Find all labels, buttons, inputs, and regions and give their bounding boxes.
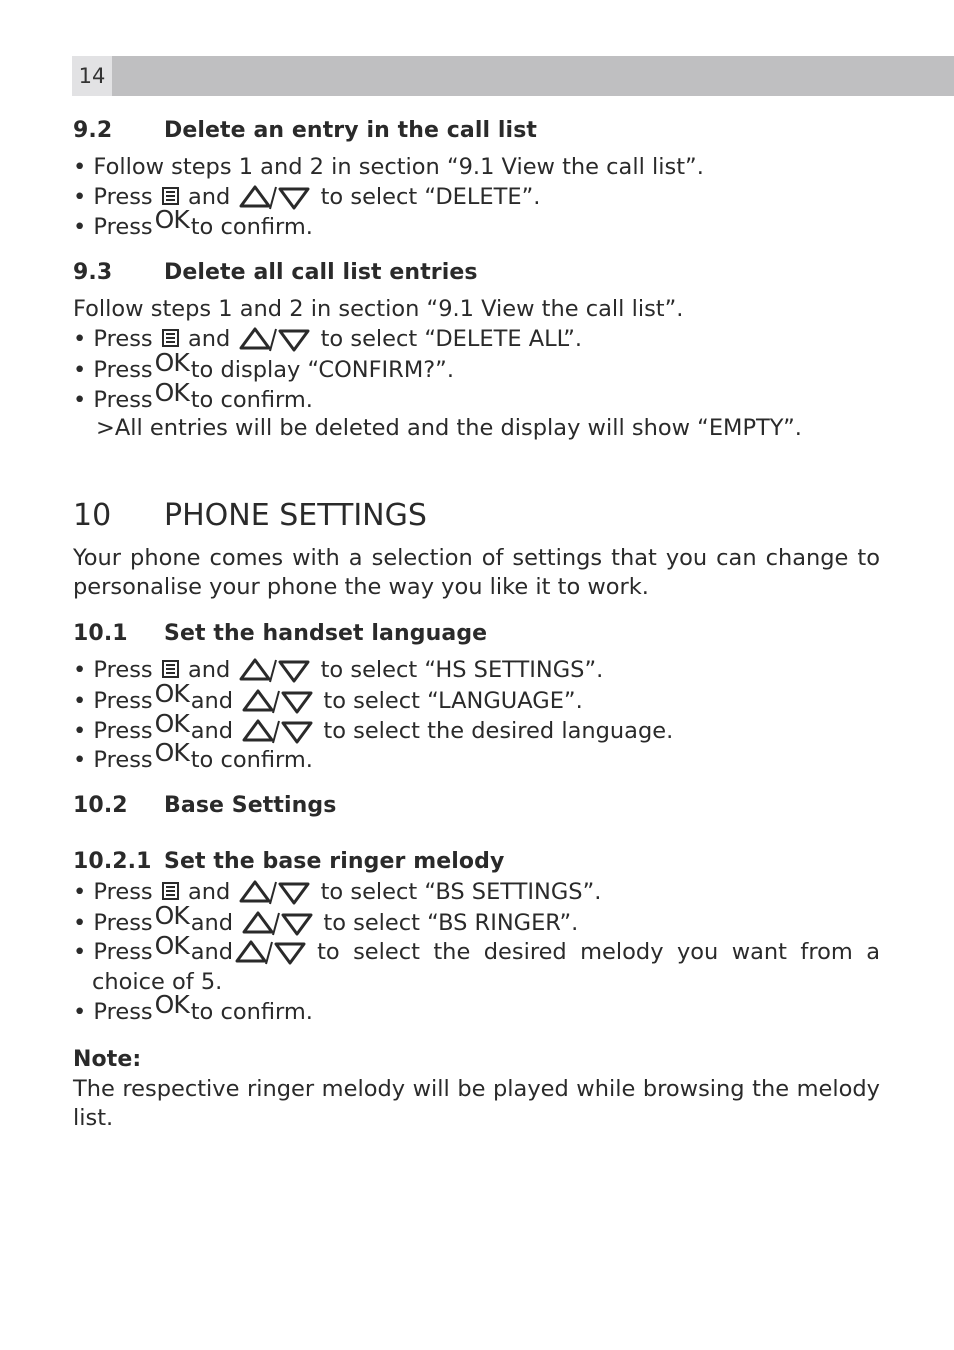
- step-text: • Press: [73, 879, 153, 905]
- heading-number: 10.1: [73, 621, 128, 646]
- heading-number: 9.3: [73, 260, 113, 285]
- step-line: [73, 205, 880, 242]
- intro-line: Follow steps 1 and 2 in section “9.1 View the call list”.: [73, 296, 684, 322]
- step-text: and: [187, 657, 231, 683]
- ok-key-icon: OK: [154, 931, 189, 960]
- step-text: and: [187, 879, 231, 905]
- heading-9-2: [73, 117, 880, 145]
- step-text: to confirm.: [190, 214, 313, 240]
- step-text: and: [187, 184, 231, 210]
- step-line: [73, 348, 880, 385]
- ok-key-icon: OK: [154, 205, 189, 234]
- ok-key-icon: OK: [154, 348, 189, 377]
- ok-key-icon: OK: [154, 990, 189, 1019]
- heading-9-3: [73, 259, 880, 287]
- heading-number: 10.2.1: [73, 849, 152, 874]
- step-continuation: choice of 5.: [92, 969, 223, 995]
- menu-key-icon: [162, 882, 179, 900]
- step-line: [73, 324, 880, 354]
- heading-title: PHONE SETTINGS: [164, 498, 427, 533]
- step-text: • Press: [73, 326, 153, 352]
- step-line: [73, 738, 880, 775]
- heading-number: 10: [73, 498, 112, 533]
- step-text: • Press: [73, 747, 153, 773]
- ok-key-icon: OK: [154, 738, 189, 767]
- step-text: to select “HS SETTINGS”.: [320, 657, 604, 683]
- step-text: to select “LANGUAGE”.: [323, 688, 583, 714]
- heading-title: Base Settings: [164, 793, 337, 818]
- up-down-navigation-keys-icon: [235, 937, 307, 967]
- step-text: to display “CONFIRM?”.: [190, 357, 454, 383]
- result-line: >All entries will be deleted and the display will show “EMPTY”.: [96, 415, 802, 441]
- step-line: [73, 931, 880, 997]
- step-text: and: [190, 910, 234, 936]
- step-line: [73, 877, 880, 907]
- heading-title: Set the handset language: [164, 621, 488, 646]
- step-text: and: [187, 326, 231, 352]
- heading-number: 9.2: [73, 118, 113, 143]
- up-down-navigation-keys-icon: [242, 686, 314, 716]
- ok-key-icon: OK: [154, 901, 189, 930]
- step-text: • Press: [73, 657, 153, 683]
- step-text: to select “DELETE ALL”.: [320, 326, 583, 352]
- step-line: [73, 990, 880, 1027]
- step-text: • Press: [73, 688, 153, 714]
- ok-key-icon: OK: [154, 679, 189, 708]
- note-text: The respective ringer melody will be played while browsing the melody list.: [73, 1076, 880, 1131]
- step-text: • Press: [73, 387, 153, 413]
- menu-key-icon: [162, 329, 179, 347]
- heading-number: 10.2: [73, 793, 128, 818]
- step-line: [73, 709, 880, 746]
- step-line: [73, 679, 880, 716]
- step-text: to confirm.: [190, 999, 313, 1025]
- heading-10: [73, 498, 880, 534]
- heading-title: Delete all call list entries: [164, 260, 478, 285]
- step-text: • Press: [73, 910, 153, 936]
- step-text: to select “DELETE”.: [320, 184, 541, 210]
- heading-10-2-1: [73, 848, 880, 876]
- up-down-navigation-keys-icon: [242, 716, 314, 746]
- step-text: and: [190, 939, 234, 965]
- intro-paragraph: Your phone comes with a selection of settings that you can change to personalise your phone the way you like it to work.: [73, 545, 880, 600]
- up-down-navigation-keys-icon: [239, 324, 311, 354]
- ok-key-icon: OK: [154, 378, 189, 407]
- heading-title: Delete an entry in the call list: [164, 118, 537, 143]
- step-text: and: [190, 718, 234, 744]
- step-text: • Press: [73, 718, 153, 744]
- ok-key-icon: OK: [154, 709, 189, 738]
- step-line: [73, 182, 880, 212]
- step-text: to select the desired melody you want from a: [317, 939, 880, 965]
- step-line: [73, 655, 880, 685]
- step-text: • Press: [73, 214, 153, 240]
- step-text: to select “BS RINGER”.: [323, 910, 579, 936]
- step-line: [73, 378, 880, 415]
- up-down-navigation-keys-icon: [239, 182, 311, 212]
- up-down-navigation-keys-icon: [239, 877, 311, 907]
- step-line: • Follow steps 1 and 2 in section “9.1 View the call list”.: [73, 154, 704, 180]
- step-text: to select “BS SETTINGS”.: [320, 879, 602, 905]
- step-text: to select the desired language.: [323, 718, 674, 744]
- step-line: [73, 901, 880, 938]
- step-text: • Press: [73, 999, 153, 1025]
- heading-10-2: [73, 792, 880, 820]
- heading-title: Set the base ringer melody: [164, 849, 505, 874]
- step-text: • Press: [73, 357, 153, 383]
- step-text: to confirm.: [190, 747, 313, 773]
- step-text: • Press: [73, 184, 153, 210]
- page-number: 14: [72, 56, 112, 96]
- step-text: and: [190, 688, 234, 714]
- page-header-bar: [72, 56, 954, 96]
- step-text: to confirm.: [190, 387, 313, 413]
- note-label: Note:: [73, 1047, 142, 1072]
- heading-10-1: [73, 620, 880, 648]
- up-down-navigation-keys-icon: [242, 908, 314, 938]
- menu-key-icon: [162, 660, 179, 678]
- up-down-navigation-keys-icon: [239, 655, 311, 685]
- menu-key-icon: [162, 187, 179, 205]
- step-text: • Press: [73, 939, 153, 965]
